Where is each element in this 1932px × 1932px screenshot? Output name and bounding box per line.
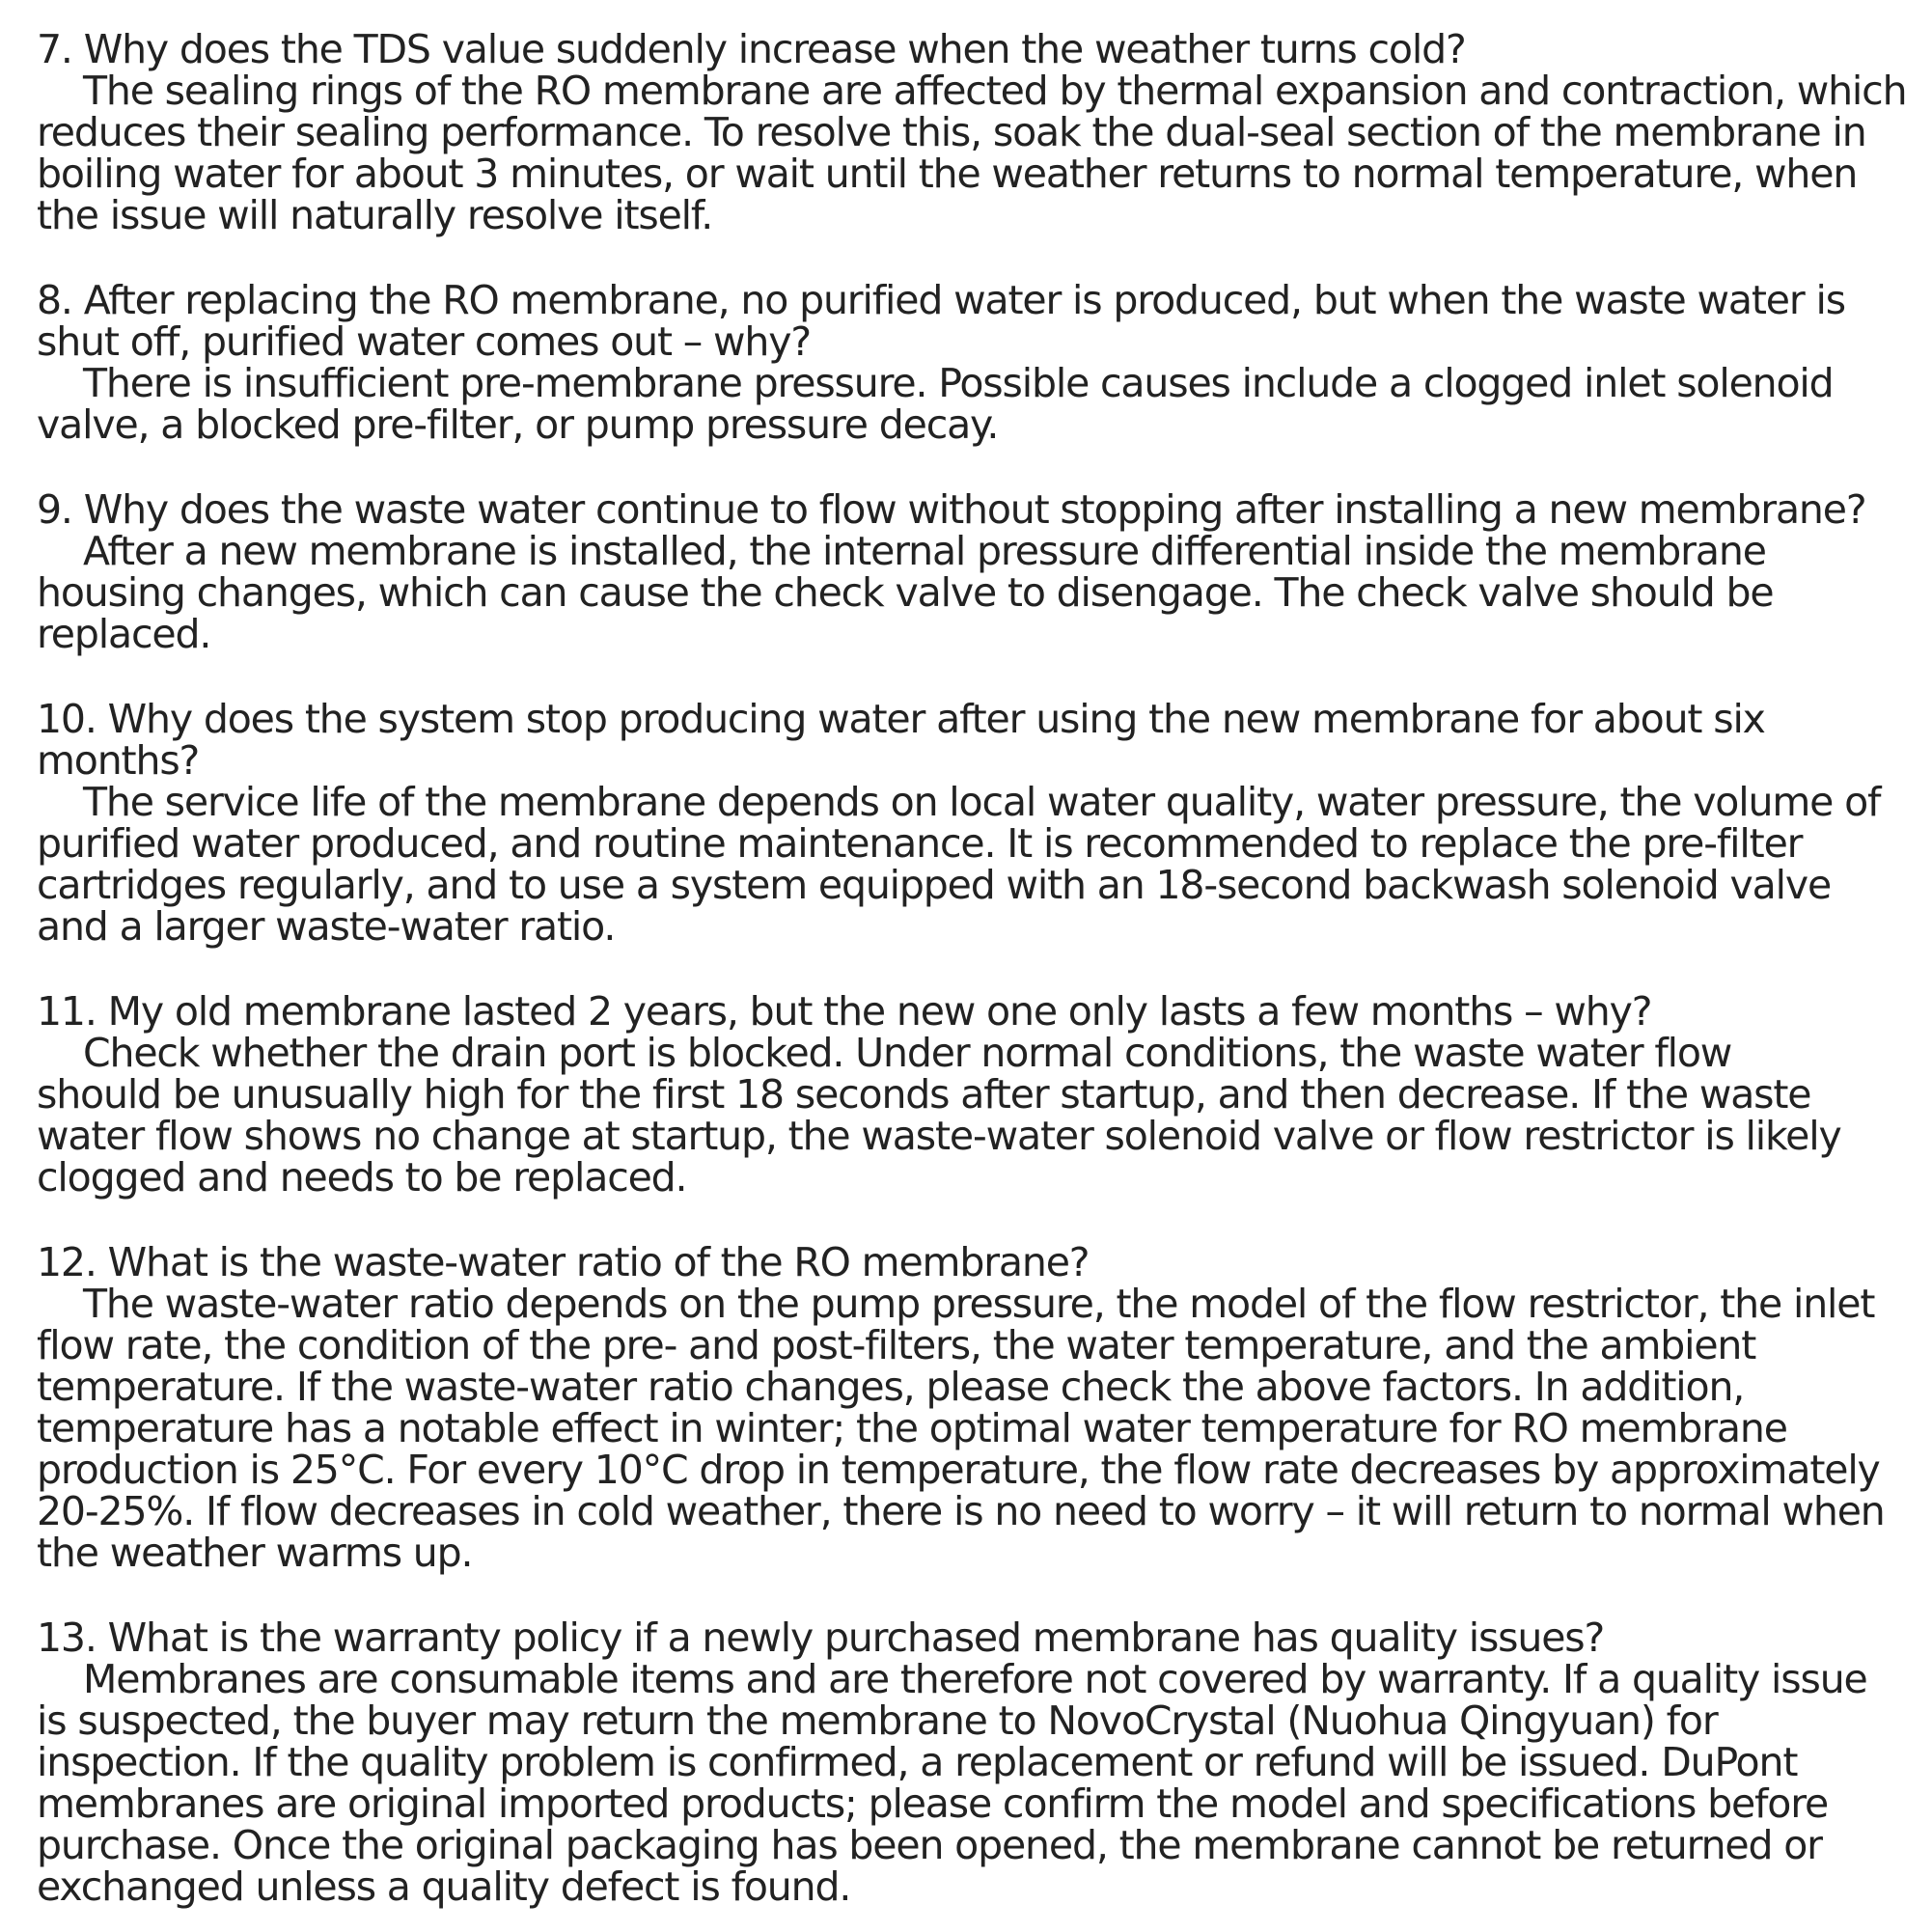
faq-answer: reduces their sealing performance. To resolve this, soak the dual-seal section of the membrane in: [37, 109, 1866, 155]
faq-answer: After a new membrane is installed, the internal pressure differential inside the membrane: [83, 528, 1766, 574]
faq-question: 8. After replacing the RO membrane, no purified water is produced, but when the waste water is: [37, 277, 1845, 323]
faq-item-8: [37, 277, 1918, 448]
faq-answer: The sealing rings of the RO membrane are affected by thermal expansion and contraction, which: [83, 68, 1907, 114]
faq-answer: purchase. Once the original packaging has been opened, the membrane cannot be returned or: [37, 1822, 1822, 1868]
faq-item-12: [37, 1239, 1918, 1576]
faq-answer: boiling water for about 3 minutes, or wait until the weather returns to normal temperature, when: [37, 151, 1858, 197]
faq-answer: water flow shows no change at startup, the waste-water solenoid valve or flow restrictor is likely: [37, 1113, 1841, 1159]
faq-answer: is suspected, the buyer may return the membrane to NovoCrystal (Nuohua Qingyuan) for: [37, 1697, 1718, 1744]
faq-item-10: [37, 696, 1918, 950]
faq-answer: temperature. If the waste-water ratio changes, please check the above factors. In addition,: [37, 1364, 1745, 1410]
faq-item-11: [37, 988, 1918, 1201]
faq-answer: exchanged unless a quality defect is found.: [37, 1863, 851, 1910]
faq-answer: inspection. If the quality problem is confirmed, a replacement or refund will be issued. DuPont: [37, 1739, 1798, 1785]
faq-answer: replaced.: [37, 611, 211, 657]
faq-answer: membranes are original imported products; please confirm the model and specifications before: [37, 1780, 1829, 1827]
faq-answer: clogged and needs to be replaced.: [37, 1154, 687, 1201]
faq-item-7: [37, 26, 1918, 238]
faq-question: shut off, purified water comes out – why?: [37, 318, 811, 365]
faq-answer: There is insufficient pre-membrane pressure. Possible causes include a clogged inlet solenoid: [83, 360, 1834, 406]
faq-answer: the issue will naturally resolve itself.: [37, 192, 713, 238]
faq-answer: and a larger waste-water ratio.: [37, 903, 616, 950]
faq-answer: Check whether the drain port is blocked. Under normal conditions, the waste water flow: [83, 1030, 1732, 1076]
faq-answer: The waste-water ratio depends on the pump pressure, the model of the flow restrictor, the inlet: [83, 1281, 1875, 1327]
faq-answer: housing changes, which can cause the check valve to disengage. The check valve should be: [37, 569, 1774, 616]
faq-question: 7. Why does the TDS value suddenly increase when the weather turns cold?: [37, 26, 1466, 72]
faq-answer: flow rate, the condition of the pre- and post-filters, the water temperature, and the ambient: [37, 1322, 1756, 1368]
faq-question: 11. My old membrane lasted 2 years, but the new one only lasts a few months – why?: [37, 988, 1652, 1035]
faq-question: 13. What is the warranty policy if a newly purchased membrane has quality issues?: [37, 1615, 1605, 1661]
faq-answer: cartridges regularly, and to use a system equipped with an 18-second backwash solenoid valve: [37, 862, 1832, 908]
faq-question: months?: [37, 737, 200, 784]
faq-answer: should be unusually high for the first 18 seconds after startup, and then decrease. If the waste: [37, 1071, 1811, 1118]
faq-answer: the weather warms up.: [37, 1530, 473, 1576]
faq-answer: temperature has a notable effect in winter; the optimal water temperature for RO membrane: [37, 1405, 1787, 1451]
faq-item-13: [37, 1617, 1918, 1908]
faq-question: 10. Why does the system stop producing water after using the new membrane for about six: [37, 696, 1765, 742]
faq-question: 9. Why does the waste water continue to flow without stopping after installing a new membrane?: [37, 486, 1866, 533]
faq-question: 12. What is the waste-water ratio of the RO membrane?: [37, 1239, 1090, 1285]
faq-answer: production is 25°C. For every 10°C drop in temperature, the flow rate decreases by approximately: [37, 1447, 1880, 1493]
faq-answer: 20-25%. If flow decreases in cold weather, there is no need to worry – it will return to normal when: [37, 1488, 1885, 1534]
faq-answer: The service life of the membrane depends on local water quality, water pressure, the volume of: [83, 779, 1881, 825]
faq-answer: Membranes are consumable items and are therefore not covered by warranty. If a quality issue: [83, 1656, 1867, 1702]
faq-item-9: [37, 486, 1918, 657]
faq-answer: purified water produced, and routine maintenance. It is recommended to replace the pre-filter: [37, 820, 1803, 867]
faq-answer: valve, a blocked pre-filter, or pump pressure decay.: [37, 401, 999, 448]
